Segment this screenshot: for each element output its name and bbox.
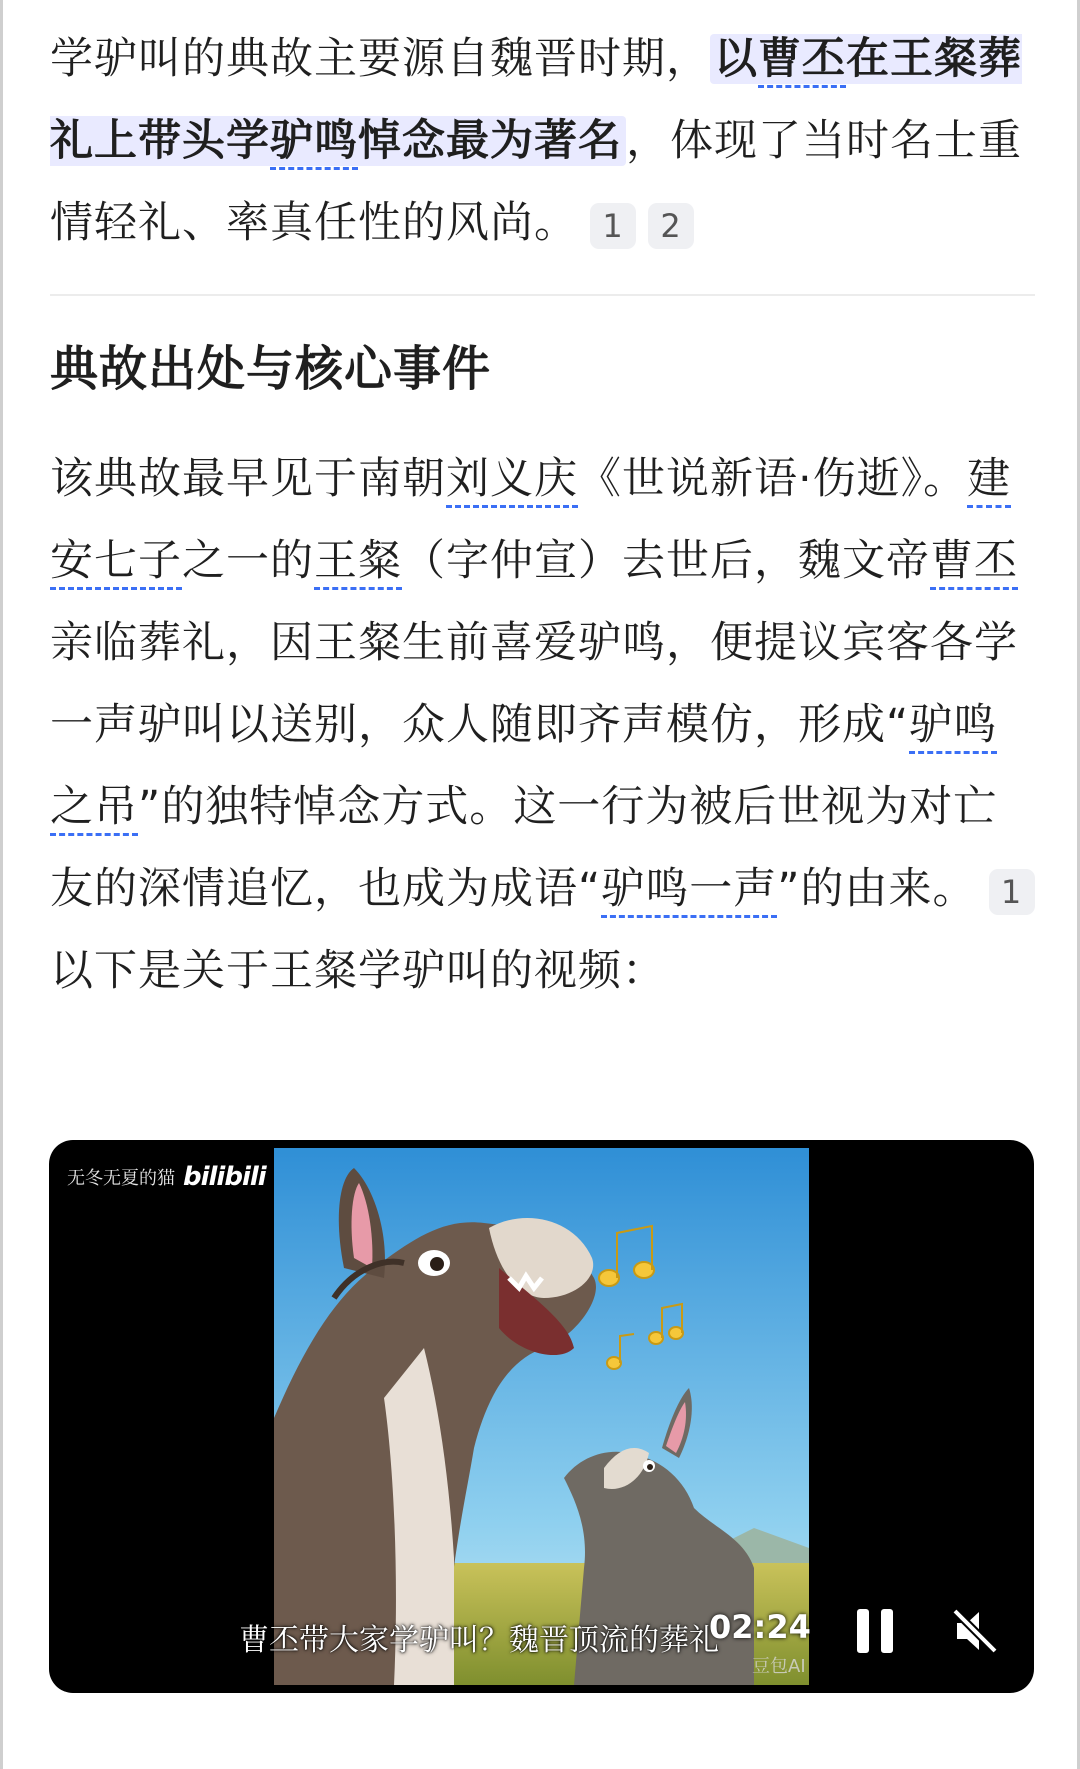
term-link-lvming-yisheng[interactable]: 驴鸣一声 — [601, 864, 777, 918]
ai-watermark: 豆包AI — [752, 1656, 806, 1677]
section-title: 典故出处与核心事件 — [50, 341, 492, 397]
uploader-badge — [67, 1162, 266, 1192]
video-player[interactable] — [49, 1140, 1034, 1693]
highlight-text: 以 — [714, 34, 758, 84]
term-link-lvming-zhidiao[interactable]: 驴鸣之吊 — [50, 700, 997, 836]
mute-icon[interactable] — [949, 1605, 1001, 1657]
term-link-liuyiqing[interactable]: 刘义庆 — [446, 454, 578, 508]
section-divider — [50, 294, 1035, 296]
paragraph-text: （字仲宣）去世后，魏文帝 — [402, 536, 930, 586]
intro-paragraph — [50, 18, 1035, 264]
paragraph-text: ”的独特悼念方式。这一行为被后世视为对亡友的深情追忆，也成为成语“ — [50, 782, 998, 914]
video-thumbnail — [274, 1148, 809, 1685]
term-link-lvming[interactable]: 驴鸣 — [270, 116, 358, 170]
paragraph-text: 之一的 — [182, 536, 314, 586]
frame-edge-left — [0, 0, 3, 1769]
paragraph-text: ”的由来。 — [777, 864, 977, 914]
intro-text-after: ，体现了当时名士重情轻礼、率真任性的风尚。 — [50, 116, 1022, 248]
citation-badge[interactable]: 1 — [989, 869, 1035, 915]
citation-badge[interactable]: 1 — [590, 203, 636, 249]
bilibili-logo: bilibili — [183, 1162, 266, 1192]
video-intro-text: 以下是关于王粲学驴叫的视频： — [50, 946, 666, 996]
pause-icon[interactable] — [853, 1605, 897, 1657]
paragraph-text: 亲临葬礼，因王粲生前喜爱驴鸣，便提议宾客各学一声驴叫以送别，众人随即齐声模仿，形成“ — [50, 618, 1018, 750]
term-link-jianan-qizi[interactable]: 建安七子 — [50, 454, 1011, 590]
term-link-wangcan[interactable]: 王粲 — [314, 536, 402, 590]
paragraph-text: 该典故最早见于南朝 — [50, 454, 446, 504]
citation-badge[interactable]: 2 — [648, 203, 694, 249]
paragraph-text: 《世说新语·伤逝》。 — [578, 454, 968, 504]
intro-text-before: 学驴叫的典故主要源自魏晋时期， — [50, 34, 710, 84]
answer-content — [50, 18, 1035, 1012]
term-link-caopi[interactable]: 曹丕 — [930, 536, 1018, 590]
video-timestamp: 02:24 — [709, 1608, 811, 1646]
uploader-name: 无冬无夏的猫 — [67, 1168, 175, 1189]
video-subtitle: 曹丕带大家学驴叫？魏晋顶流的葬礼 — [239, 1623, 719, 1658]
highlight-text: 在王粲葬礼上带头学 — [50, 34, 1022, 166]
highlight-text: 悼念最为著名 — [358, 116, 622, 166]
term-link-caopi[interactable]: 曹丕 — [758, 34, 846, 88]
section-paragraph — [50, 438, 1035, 930]
